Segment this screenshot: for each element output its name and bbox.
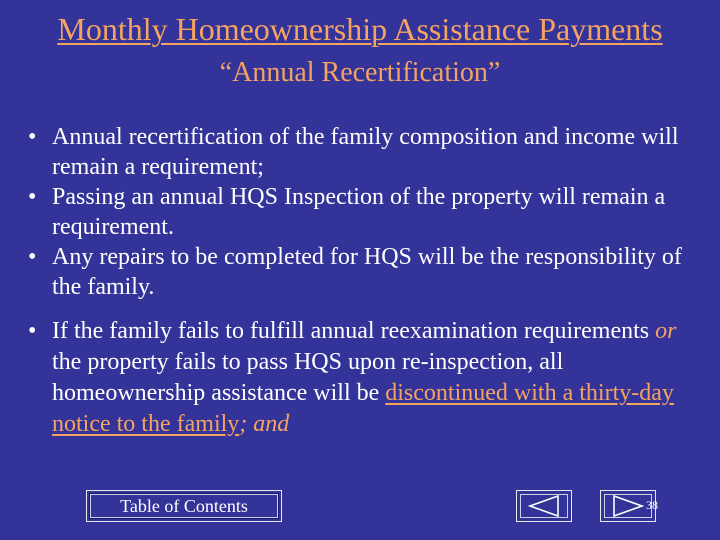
triangle-left-icon <box>527 495 561 517</box>
slide-title: Monthly Homeownership Assistance Payments <box>57 11 663 47</box>
bullet-item <box>28 182 688 242</box>
slide-subtitle: “Annual Recertification” <box>219 57 501 88</box>
bullet-text-part: the property fails to pass HQS upon re-inspection, all homeownership assistance will be <box>52 349 564 406</box>
bullet-text-part: If the family fails to fulfill annual reexamination requirements <box>52 318 656 344</box>
bullet-emphasis: and <box>253 411 290 437</box>
toc-button-label: Table of Contents <box>120 495 248 516</box>
page-number: 38 <box>646 498 658 512</box>
discontinued-notice-link[interactable]: discontinued with a thirty-day notice to the family <box>52 380 674 437</box>
bullet-item <box>28 316 688 440</box>
bullet-text: Any repairs to be completed for HQS will be the responsibility of the family. <box>52 244 682 300</box>
triangle-right-icon <box>611 495 645 517</box>
bullet-emphasis: or <box>655 318 677 344</box>
bullet-item <box>28 122 688 182</box>
bullet-text: Annual recertification of the family composition and income will remain a requirement; <box>52 124 679 180</box>
bullet-list <box>28 122 688 440</box>
bullet-marker: • <box>28 124 37 150</box>
bullet-marker: • <box>28 184 37 210</box>
bullet-text: Passing an annual HQS Inspection of the property will remain a requirement. <box>52 184 666 240</box>
bullet-item <box>28 242 688 302</box>
table-of-contents-button[interactable] <box>86 490 282 522</box>
bullet-marker: • <box>28 244 37 270</box>
bullet-text-part: ; <box>239 411 254 437</box>
bullet-marker: • <box>28 318 37 344</box>
previous-slide-button[interactable] <box>516 490 572 522</box>
